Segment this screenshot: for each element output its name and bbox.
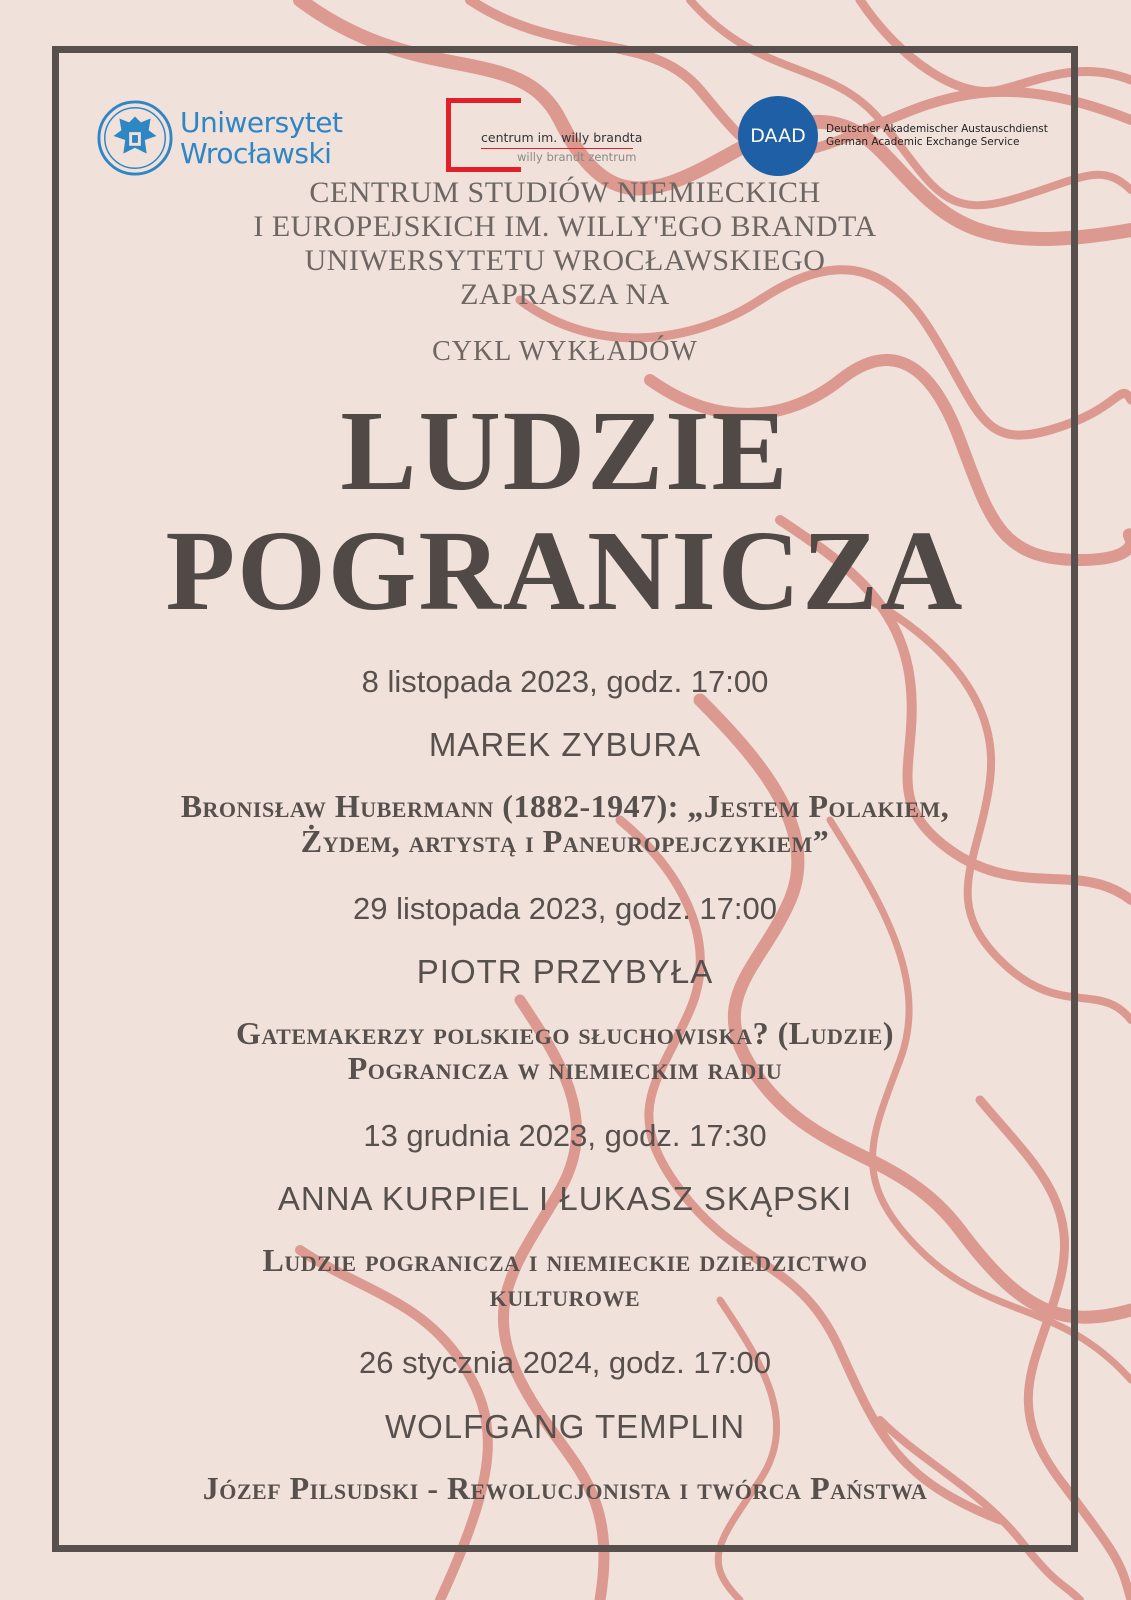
uwr-logo-line2: Wrocławski	[180, 137, 332, 170]
organizer-line: I EUROPEJSKICH IM. WILLY'EGO BRANDTA	[253, 210, 877, 243]
organizer-line: CENTRUM STUDIÓW NIEMIECKICH	[309, 176, 821, 209]
lecture-topic-line: Pogranicza w niemieckim radiu	[347, 1050, 783, 1086]
daad-logo-line1: Deutscher Akademischer Austauschdienst	[826, 123, 1048, 135]
organizer-text	[52, 176, 1078, 312]
poster-content	[52, 46, 1078, 1552]
lecture-topic	[52, 1471, 1078, 1506]
series-label: CYKL WYKŁADÓW	[432, 336, 698, 367]
eagle-crest-icon	[96, 99, 174, 177]
lecture-topic	[52, 789, 1078, 859]
lecture-date: 8 listopada 2023, godz. 17:00	[361, 664, 769, 699]
lecture-topic-line: Żydem, artystą i Paneuropejczykiem”	[300, 823, 830, 859]
poster-title	[52, 387, 1078, 634]
lecture-speaker: MAREK ZYBURA	[428, 726, 702, 763]
lecture-speaker: PIOTR PRZYBYŁA	[416, 953, 714, 990]
title-line1: LUDZIE	[340, 387, 790, 514]
daad-logo-line2: German Academic Exchange Service	[826, 136, 1020, 148]
uwr-logo	[96, 96, 343, 180]
wbz-logo-line1: centrum im. willy brandta	[481, 130, 643, 145]
lecture-date: 26 stycznia 2024, godz. 17:00	[359, 1345, 771, 1380]
lecture-topic-line: Bronisław Hubermann (1882-1947): „Jestem Polakiem,	[180, 788, 950, 824]
organizer-line: ZAPRASZA NA	[460, 278, 670, 311]
wbz-logo-line2: willy brandt zentrum	[517, 150, 637, 164]
lecture-speaker: WOLFGANG TEMPLIN	[384, 1408, 746, 1445]
lecture-topic-line: Józef Pilsudski - Rewolucjonista i twórca Państwa	[202, 1470, 928, 1506]
lecture-topic	[52, 1016, 1078, 1086]
organizer-line: UNIWERSYTETU WROCŁAWSKIEGO	[304, 244, 826, 277]
lecture-topic	[52, 1243, 1078, 1313]
wbz-logo	[446, 98, 646, 176]
lecture-speaker: ANNA KURPIEL I ŁUKASZ SKĄPSKI	[277, 1180, 853, 1217]
lecture-topic-line: kulturowe	[489, 1277, 641, 1313]
daad-logo	[738, 96, 1048, 176]
lecture-date: 13 grudnia 2023, godz. 17:30	[363, 1118, 767, 1153]
lecture-topic-line: Ludzie pogranicza i niemieckie dziedzictwo	[262, 1242, 868, 1278]
uwr-logo-line1: Uniwersytet	[180, 106, 343, 139]
lecture-topic-line: Gatemakerzy polskiego słuchowiska? (Ludzie)	[236, 1015, 894, 1051]
lecture-date: 29 listopada 2023, godz. 17:00	[352, 891, 777, 926]
daad-badge: DAAD	[738, 96, 818, 176]
title-line2: POGRANICZA	[165, 507, 965, 634]
